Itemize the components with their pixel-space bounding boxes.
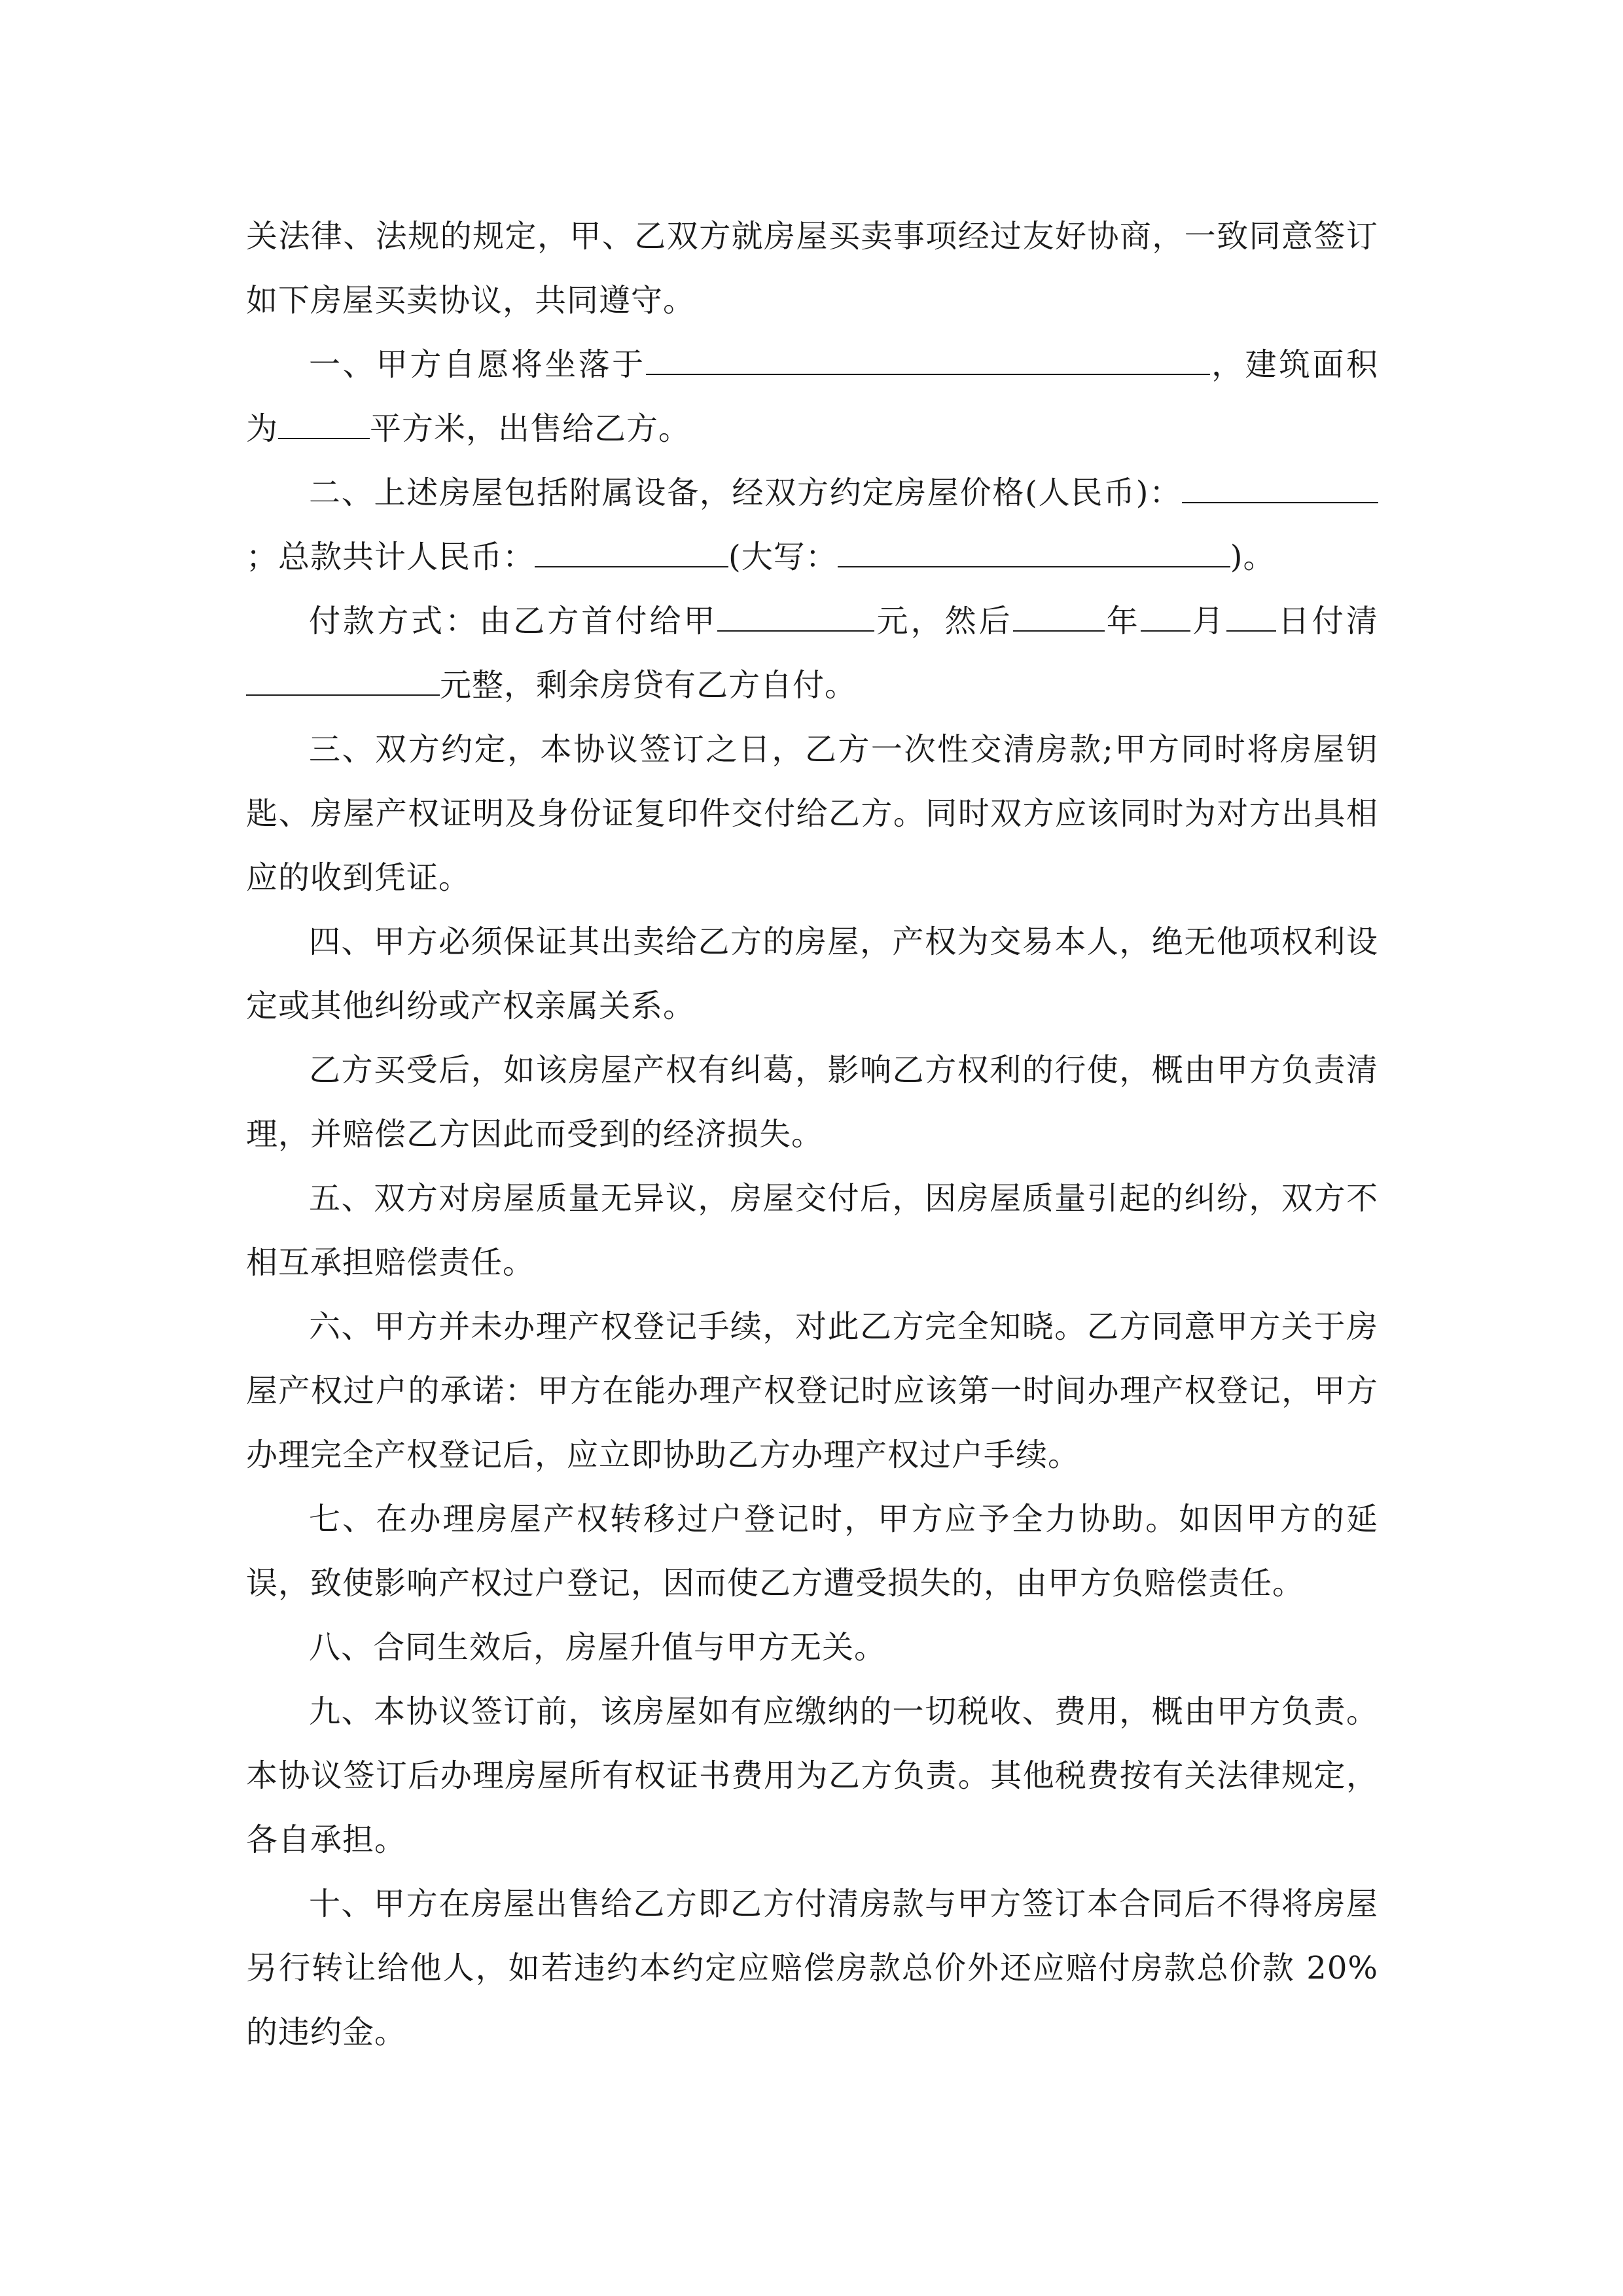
- clause-3-payment-delivery: 三、双方约定，本协议签订之日，乙方一次性交清房款;甲方同时将房屋钥匙、房屋产权证明及身份证复印件交付给乙方。同时双方应该同时为对方出具相应的收到凭证。: [246, 731, 1378, 896]
- clause-9-taxes-fees: 九、本协议签订前，该房屋如有应缴纳的一切税收、费用，概由甲方负责。本协议签订后办理房屋所有权证书费用为乙方负责。其他税费按有关法律规定，各自承担。: [246, 1693, 1378, 1858]
- clause-6-registration: 六、甲方并未办理产权登记手续，对此乙方完全知晓。乙方同意甲方关于房屋产权过户的承诺：甲方在能办理产权登记时应该第一时间办理产权登记，甲方办理完全产权登记后，应立即协助乙方办理产权过户手续。: [246, 1308, 1378, 1473]
- down-payment-blank[interactable]: [717, 604, 874, 632]
- clause-8-appreciation: 八、合同生效后，房屋升值与甲方无关。: [309, 1629, 887, 1666]
- clause-1-property-location: 一、甲方自愿将坐落于 ，建筑面积为 平方米，出售给乙方。: [246, 346, 1378, 447]
- total-amount-blank[interactable]: [535, 540, 728, 567]
- address-blank[interactable]: [646, 348, 1210, 375]
- remaining-amount-blank[interactable]: [246, 668, 440, 696]
- clause-2-price: 二、上述房屋包括附属设备，经双方约定房屋价格(人民币)：；总款共计人民币： (大写： )。: [246, 461, 1378, 589]
- area-blank[interactable]: [278, 412, 370, 439]
- clause-10-breach-penalty: 十、甲方在房屋出售给乙方即乙方付清房款与甲方签订本合同后不得将房屋另行转让给他人，如若违约本约定应赔偿房款总价外还应赔付房款总价款 20%的违约金。: [246, 1886, 1378, 2051]
- paragraph-intro-continuation: 关法律、法规的规定，甲、乙双方就房屋买卖事项经过友好协商，一致同意签订如下房屋买卖协议，共同遵守。: [246, 218, 1378, 319]
- amount-in-words-blank[interactable]: [838, 540, 1230, 567]
- clause-4-title-guarantee: 四、甲方必须保证其出卖给乙方的房屋，产权为交易本人，绝无他项权利设定或其他纠纷或产权亲属关系。: [246, 924, 1378, 1024]
- payment-method: 付款方式：由乙方首付给甲 元，然后 年 月 日付清元整，剩余房贷有乙方自付。: [246, 589, 1378, 717]
- clause-5-quality: 五、双方对房屋质量无异议，房屋交付后，因房屋质量引起的纠纷，双方不相互承担赔偿责任。: [246, 1180, 1378, 1281]
- price-blank[interactable]: [1182, 476, 1378, 503]
- clause-7-transfer-assistance: 七、在办理房屋产权转移过户登记时，甲方应予全力协助。如因甲方的延误，致使影响产权过户登记，因而使乙方遭受损失的，由甲方负赔偿责任。: [246, 1501, 1378, 1602]
- clause-4-dispute-liability: 乙方买受后，如该房屋产权有纠葛，影响乙方权利的行使，概由甲方负责清理，并赔偿乙方因此而受到的经济损失。: [246, 1052, 1378, 1153]
- year-blank[interactable]: [1013, 604, 1105, 632]
- month-blank[interactable]: [1141, 604, 1190, 632]
- day-blank[interactable]: [1226, 604, 1276, 632]
- contract-body: [246, 204, 1378, 2064]
